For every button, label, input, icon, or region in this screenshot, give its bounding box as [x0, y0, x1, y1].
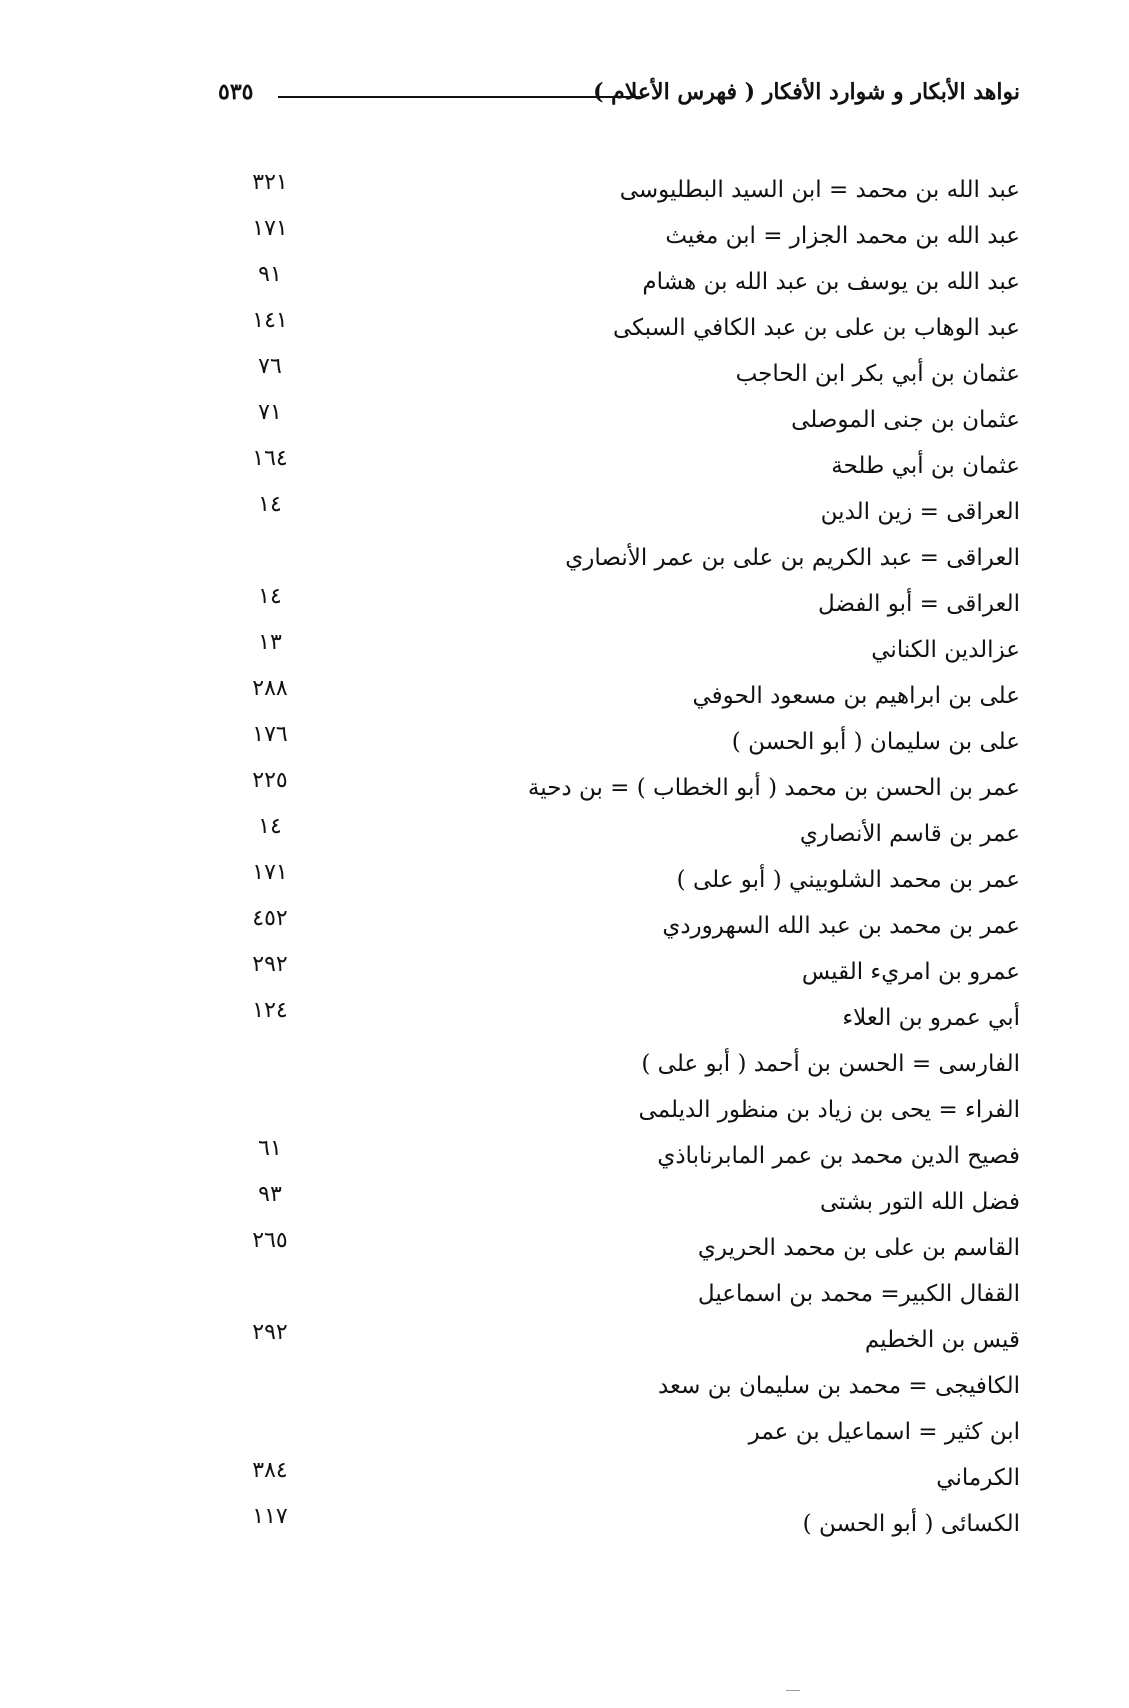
- entry-name: العراقى = عبد الكريم بن على بن عمر الأنصاري: [565, 545, 1020, 571]
- entry-page-number: ١٤١: [252, 308, 288, 333]
- entry-page-number: ١٧٦: [252, 722, 288, 747]
- entry-name: على بن ابراهيم بن مسعود الحوفي: [692, 683, 1020, 709]
- entry-page-number: ١٣: [258, 630, 282, 655]
- index-entry: [240, 673, 1020, 719]
- entry-name: عثمان بن أبي طلحة: [831, 453, 1020, 479]
- index-entry: [240, 719, 1020, 765]
- index-entry: [240, 581, 1020, 627]
- entry-page-number: ١٤: [258, 814, 282, 839]
- footer-mark: [786, 1690, 800, 1691]
- index-entry: [240, 765, 1020, 811]
- index-entry: [240, 535, 1020, 581]
- index-entry: [240, 1363, 1020, 1409]
- page-number: ٥٣٥: [218, 79, 254, 105]
- entry-page-number: ٩١: [258, 262, 282, 287]
- entry-page-number: ١٧١: [252, 216, 288, 241]
- entry-name: عثمان بن جنى الموصلى: [791, 407, 1020, 433]
- entry-page-number: ٢٩٢: [252, 952, 288, 977]
- entry-name: عمر بن محمد بن عبد الله السهروردي: [662, 913, 1020, 939]
- index-entry: [240, 1133, 1020, 1179]
- index-entry: [240, 1271, 1020, 1317]
- index-entry: [240, 811, 1020, 857]
- entry-page-number: ٢٢٥: [252, 768, 288, 793]
- entry-name: عمر بن قاسم الأنصاري: [799, 821, 1020, 847]
- entry-name: عمر بن محمد الشلوبيني ( أبو على ): [676, 867, 1020, 893]
- entry-page-number: ٦١: [258, 1136, 282, 1161]
- entry-page-number: ١٢٤: [252, 998, 288, 1023]
- entry-page-number: ٧٦: [258, 354, 282, 379]
- entry-name: فصيح الدين محمد بن عمر المابرناباذي: [657, 1143, 1020, 1169]
- entry-page-number: ٩٣: [258, 1182, 282, 1207]
- entry-name: قيس بن الخطيم: [864, 1327, 1020, 1353]
- entry-page-number: ٤٥٢: [252, 906, 288, 931]
- entry-name: عمرو بن امريء القيس: [801, 959, 1020, 985]
- entry-name: الكافيجى = محمد بن سليمان بن سعد: [657, 1373, 1020, 1399]
- running-title: نواهد الأبكار و شوارد الأفكار ( فهرس الأعلام ): [593, 79, 1020, 105]
- entry-page-number: ٣٨٤: [252, 1458, 288, 1483]
- header-rule: [278, 96, 640, 98]
- entry-name: على بن سليمان ( أبو الحسن ): [731, 729, 1020, 755]
- entry-name: ابن كثير = اسماعيل بن عمر: [748, 1419, 1020, 1445]
- entry-name: عبد الله بن محمد الجزار = ابن مغيث: [665, 223, 1020, 249]
- entry-name: أبي عمرو بن العلاء: [842, 1005, 1020, 1031]
- index-list: [240, 167, 1020, 1547]
- index-entry: [240, 1041, 1020, 1087]
- index-entry: [240, 627, 1020, 673]
- entry-name: عزالدين الكناني: [871, 637, 1020, 663]
- entry-name: القاسم بن على بن محمد الحريري: [697, 1235, 1020, 1261]
- index-entry: [240, 995, 1020, 1041]
- entry-name: الكسائى ( أبو الحسن ): [802, 1511, 1020, 1537]
- entry-page-number: ١٤: [258, 492, 282, 517]
- index-entry: [240, 1455, 1020, 1501]
- entry-page-number: ١٤: [258, 584, 282, 609]
- index-entry: [240, 351, 1020, 397]
- entry-page-number: ١١٧: [252, 1504, 288, 1529]
- page-header: [218, 72, 1020, 112]
- index-entry: [240, 1179, 1020, 1225]
- entry-name: العراقى = أبو الفضل: [817, 591, 1020, 617]
- entry-name: الكرماني: [936, 1465, 1020, 1491]
- entry-name: عبد الله بن محمد = ابن السيد البطليوسى: [619, 177, 1020, 203]
- entry-name: القفال الكبير= محمد بن اسماعيل: [697, 1281, 1020, 1307]
- entry-name: عبد الوهاب بن على بن عبد الكافي السبكى: [612, 315, 1020, 341]
- entry-page-number: ٢٦٥: [252, 1228, 288, 1253]
- entry-page-number: ١٧١: [252, 860, 288, 885]
- entry-name: الفارسى = الحسن بن أحمد ( أبو على ): [641, 1051, 1020, 1077]
- entry-page-number: ١٦٤: [252, 446, 288, 471]
- entry-name: عثمان بن أبي بكر ابن الحاجب: [735, 361, 1020, 387]
- index-entry: [240, 903, 1020, 949]
- entry-name: العراقى = زين الدين: [820, 499, 1020, 525]
- index-entry: [240, 443, 1020, 489]
- entry-page-number: ٧١: [258, 400, 282, 425]
- entry-page-number: ٢٨٨: [252, 676, 288, 701]
- index-entry: [240, 1501, 1020, 1547]
- entry-name: الفراء = يحى بن زياد بن منظور الديلمى: [638, 1097, 1020, 1123]
- index-entry: [240, 489, 1020, 535]
- entry-page-number: ٣٢١: [252, 170, 288, 195]
- entry-name: فضل الله التور بشتى: [820, 1189, 1020, 1215]
- index-entry: [240, 1225, 1020, 1271]
- entry-name: عمر بن الحسن بن محمد ( أبو الخطاب ) = بن دحية: [527, 775, 1020, 801]
- index-entry: [240, 397, 1020, 443]
- index-entry: [240, 949, 1020, 995]
- index-entry: [240, 857, 1020, 903]
- index-entry: [240, 167, 1020, 213]
- index-entry: [240, 1409, 1020, 1455]
- index-entry: [240, 1317, 1020, 1363]
- entry-name: عبد الله بن يوسف بن عبد الله بن هشام: [642, 269, 1020, 295]
- index-entry: [240, 213, 1020, 259]
- index-entry: [240, 1087, 1020, 1133]
- index-entry: [240, 259, 1020, 305]
- index-entry: [240, 305, 1020, 351]
- entry-page-number: ٢٩٢: [252, 1320, 288, 1345]
